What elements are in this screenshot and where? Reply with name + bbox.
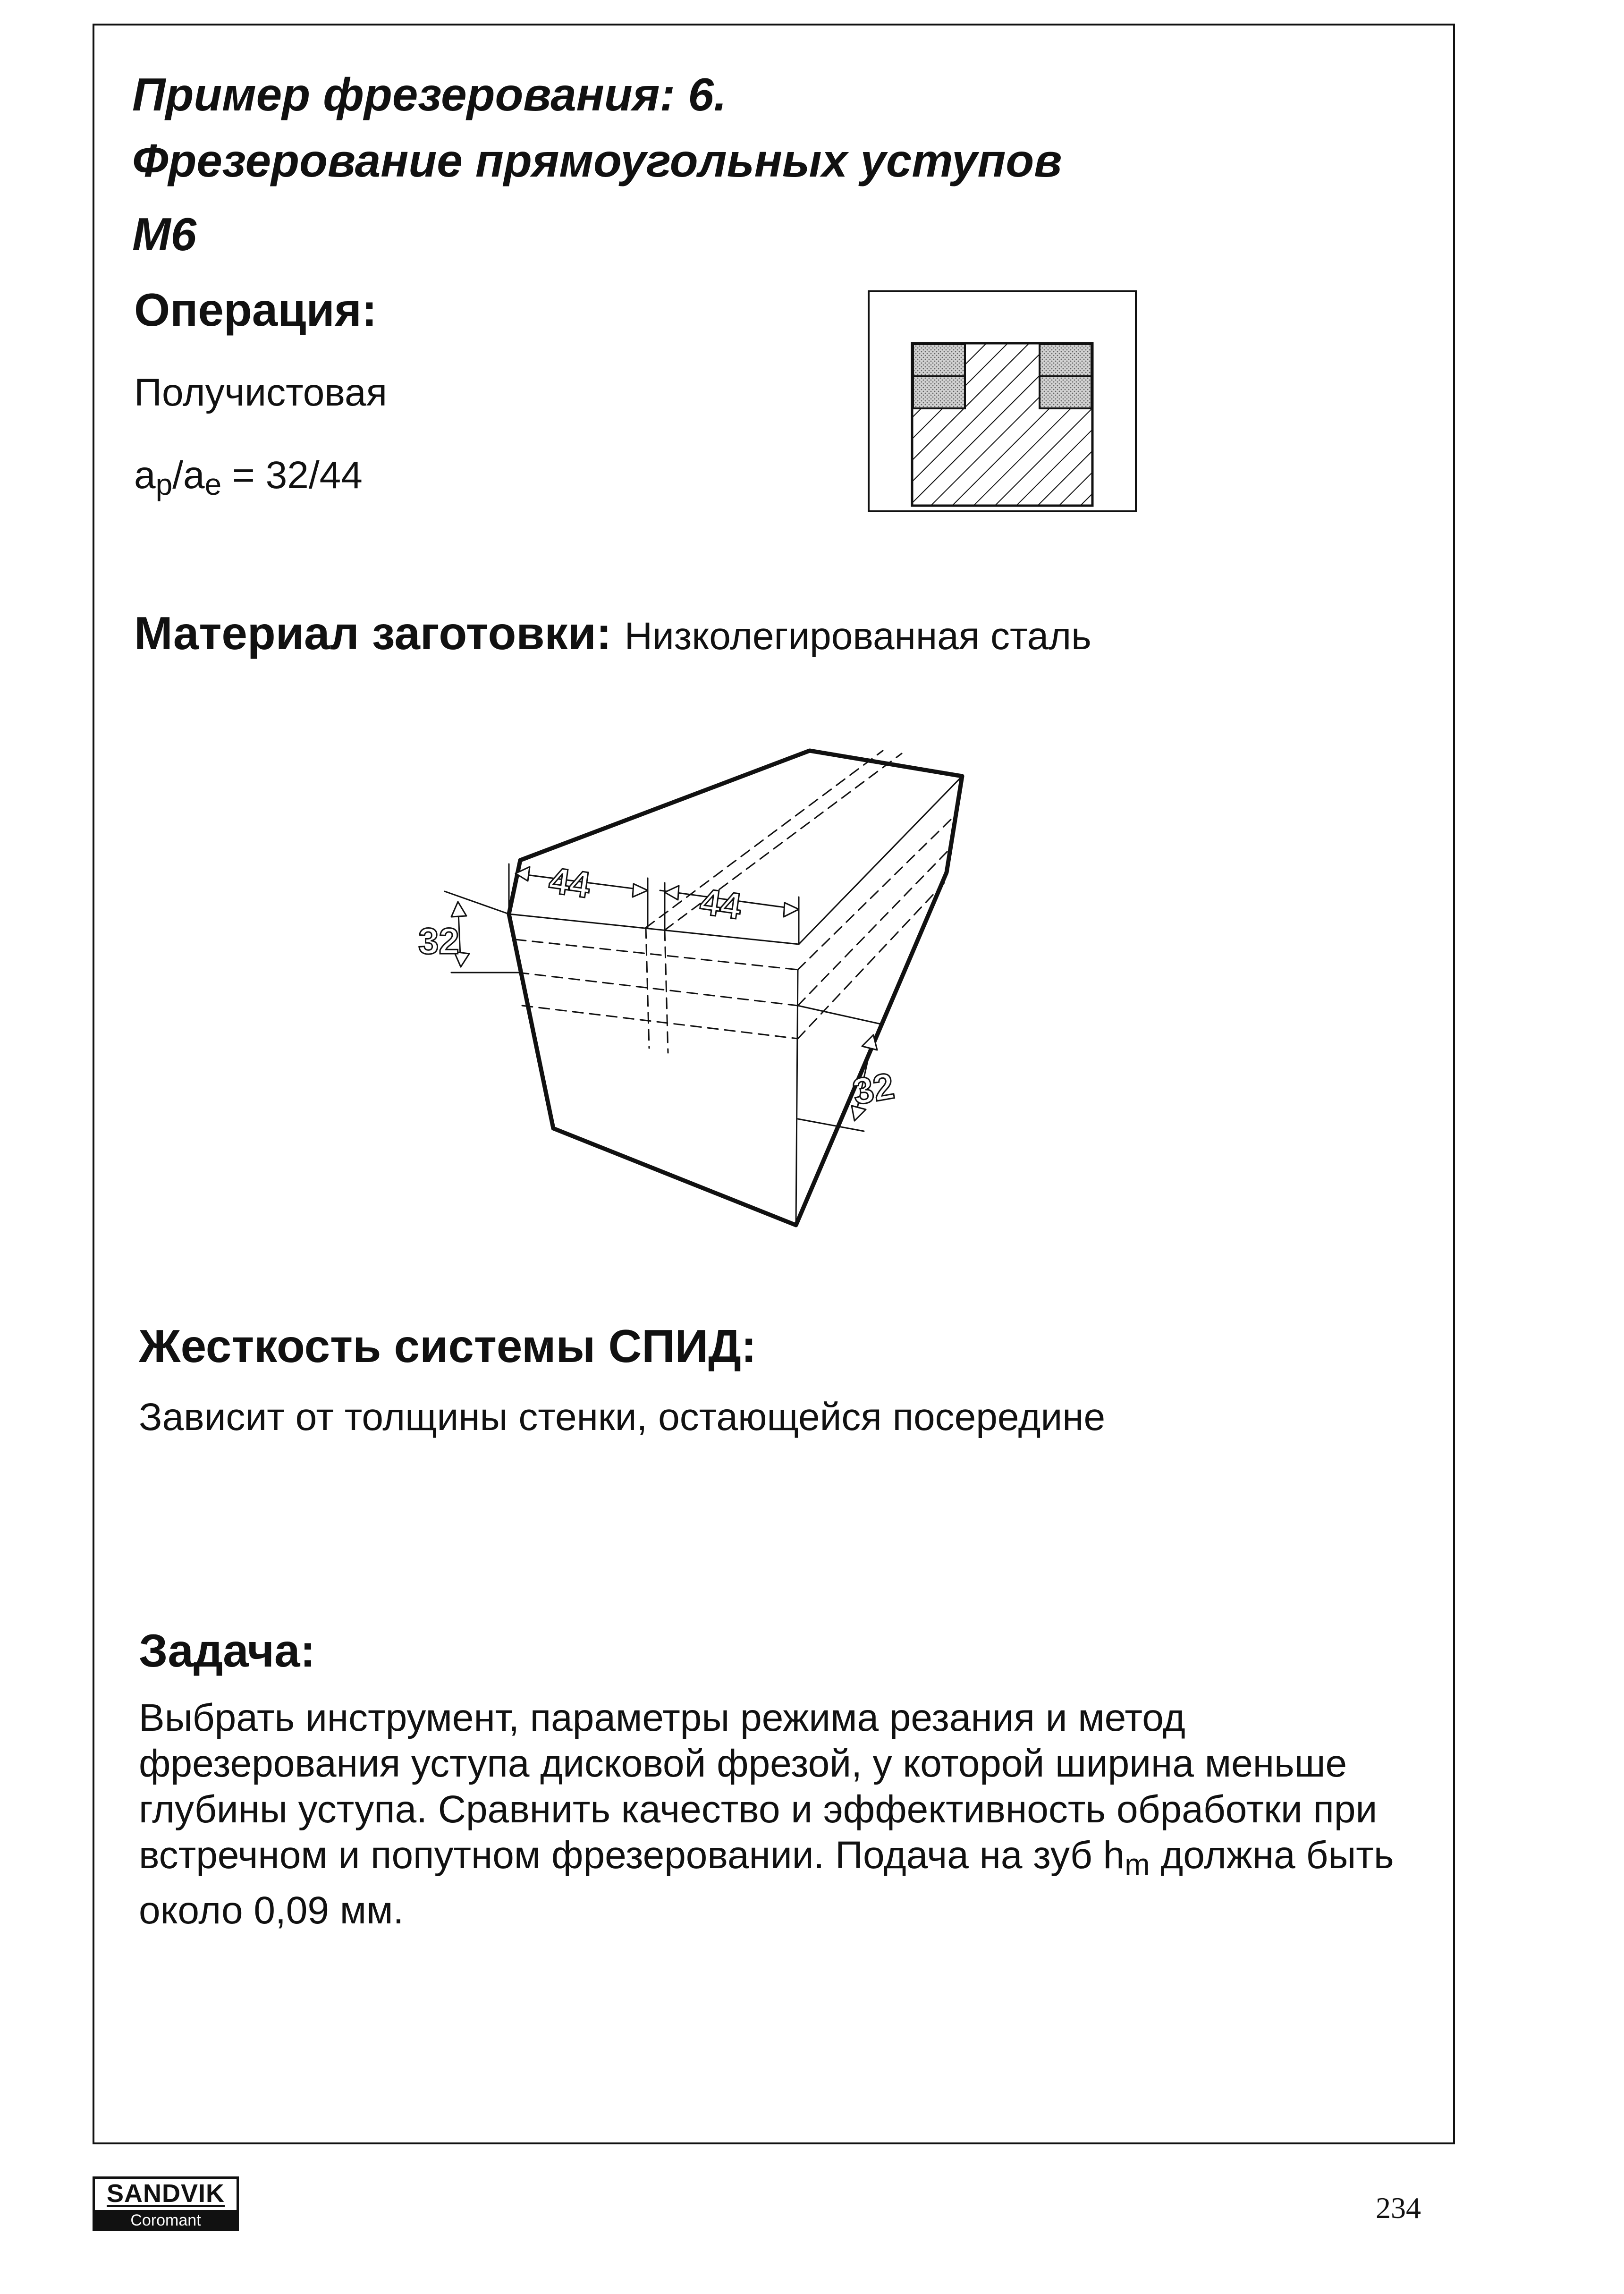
rigidity-text: Зависит от толщины стенки, остающейся посередине [139, 1396, 1106, 1439]
logo-bottom-text: Coromant [95, 2210, 237, 2231]
cross-section-icon [868, 290, 1137, 512]
task-text-end: должна быть около 0,09 мм. [139, 1834, 1394, 1932]
dimension-label-width-2: 44 [697, 880, 744, 927]
param-a2-letter: a [183, 454, 205, 497]
sandvik-logo [93, 2176, 239, 2231]
operation-type: Получистовая [134, 371, 388, 414]
rigidity-heading: Жесткость системы СПИД: [139, 1320, 757, 1372]
task-heading: Задача: [139, 1625, 316, 1676]
page-title [132, 61, 1062, 194]
operation-params [134, 453, 363, 502]
dimension-label-depth-2: 32 [849, 1065, 897, 1113]
param-slash: / [172, 454, 183, 497]
task-text-subscript: m [1125, 1847, 1150, 1881]
material-value: Низколегированная сталь [624, 615, 1091, 658]
title-line-1: Пример фрезерования: 6. [132, 68, 727, 120]
param-e-subscript: e [204, 467, 222, 501]
material-line [134, 607, 1091, 660]
operation-heading: Операция: [134, 284, 377, 336]
page-number: 234 [1376, 2191, 1421, 2225]
param-value: = 32/44 [221, 454, 363, 497]
workpiece-drawing [406, 741, 1076, 1237]
param-p-subscript: p [155, 467, 173, 501]
example-code: M6 [132, 208, 197, 260]
param-a-letter: a [134, 454, 156, 497]
task-text [139, 1695, 1423, 1933]
material-label: Материал заготовки: [134, 607, 612, 659]
dimension-label-depth-1: 32 [418, 920, 459, 962]
task-text-main: Выбрать инструмент, параметры режима резания и метод фрезерования уступа дисковой фрезой, у которой ширина меньше глубины уступа. Сравнить качество и эффективность обработки при встречном и попутном фрезеровании. Подача на зуб h [139, 1696, 1378, 1877]
title-line-2: Фрезерование прямоугольных уступов [132, 135, 1062, 186]
logo-top-text: SANDVIK [106, 2179, 225, 2208]
dimension-label-width-1: 44 [546, 859, 593, 906]
